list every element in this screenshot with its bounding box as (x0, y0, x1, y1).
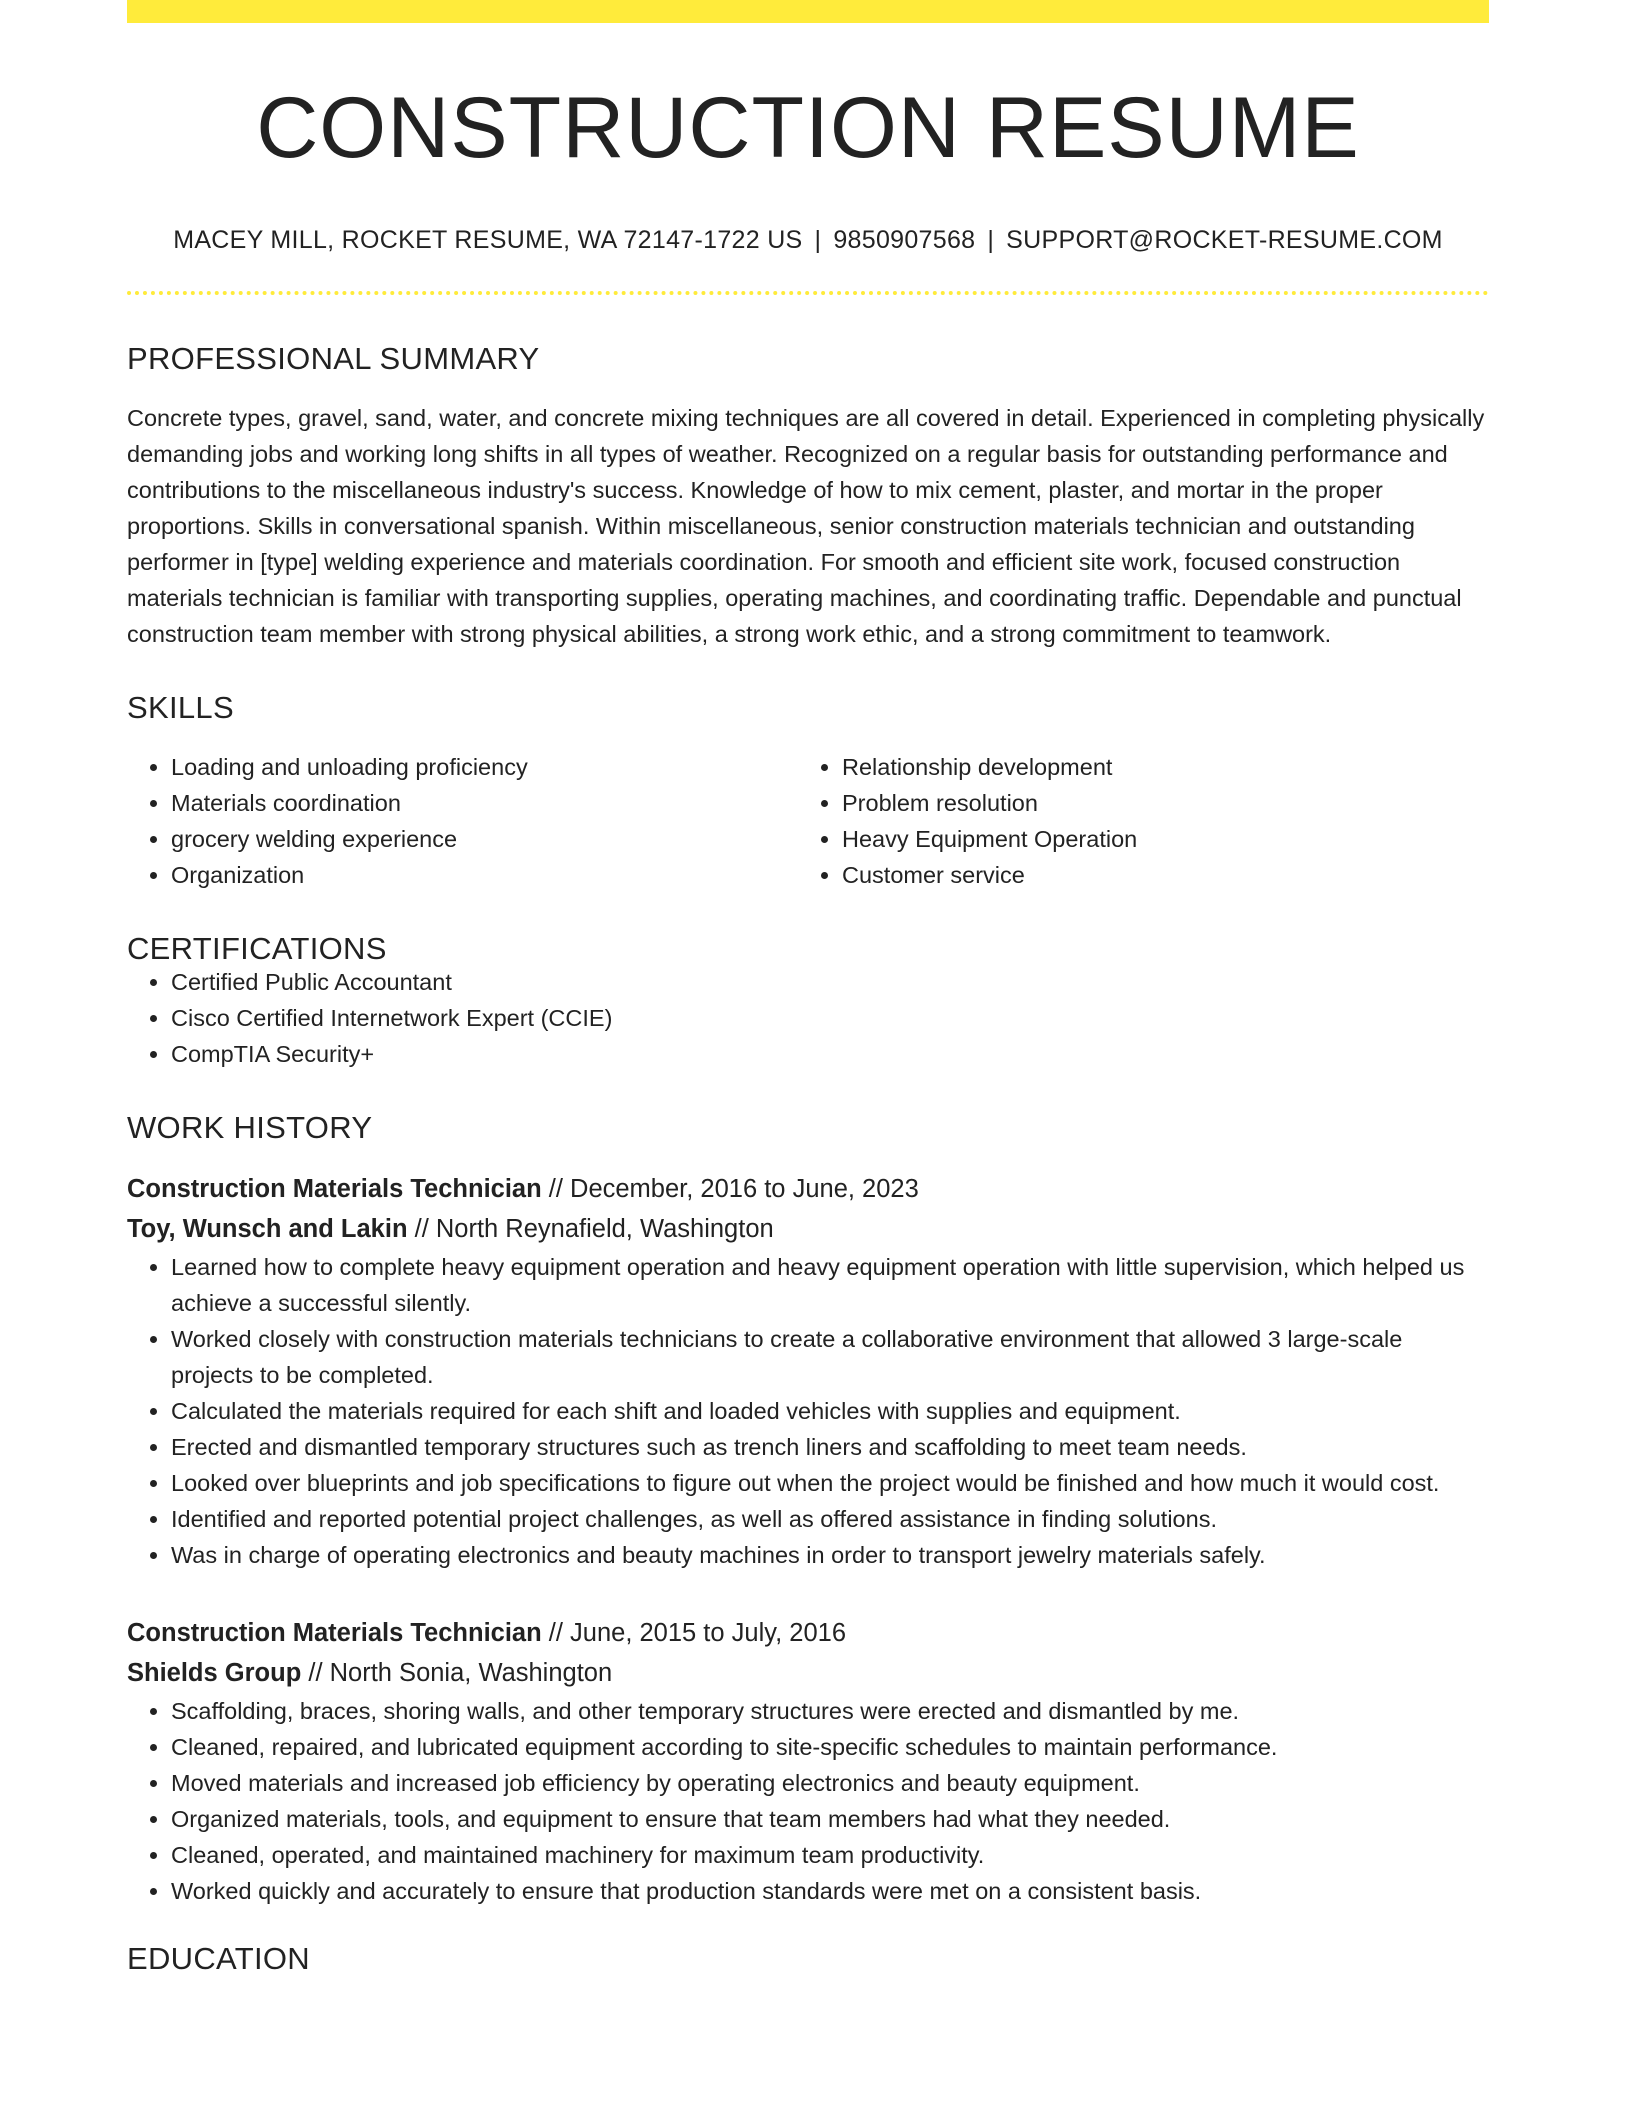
skills-list-right (798, 749, 1469, 893)
skill-item: • Heavy Equipment Operation (842, 821, 1469, 857)
job-entry (127, 1613, 1489, 1909)
job-bullet: • Was in charge of operating electronics and beauty machines in order to transport jewelry materials safely. (171, 1537, 1489, 1573)
job-entry (127, 1169, 1489, 1573)
skill-item: • grocery welding experience (171, 821, 798, 857)
top-accent-bar (127, 0, 1489, 23)
job-dates: // December, 2016 to June, 2023 (541, 1175, 919, 1203)
skill-item: • Organization (171, 857, 798, 893)
skill-item: • Problem resolution (842, 785, 1469, 821)
resume-page (127, 0, 1489, 1974)
skill-item: • Loading and unloading proficiency (171, 749, 798, 785)
summary-heading: PROFESSIONAL SUMMARY (127, 341, 540, 376)
job-bullet: • Worked quickly and accurately to ensure that production standards were met on a consistent basis. (171, 1873, 1489, 1909)
work-history-heading: WORK HISTORY (127, 1110, 373, 1145)
summary-text: Concrete types, gravel, sand, water, and concrete mixing techniques are all covered in detail. Experienced in completing physically demanding jobs and working long shifts in all types of weather. Recognized on a regular basis for outstanding performance and contributions to the miscellaneous industry's success. Knowledge of how to mix cement, plaster, and mortar in the proper proportions. Skills in conversational spanish. Within miscellaneous, senior construction materials technician and outstanding performer in [type] welding experience and materials coordination. For smooth and efficient site work, focused construction materials technician is familiar with transporting supplies, operating machines, and coordinating traffic. Dependable and punctual construction team member with strong physical abilities, a strong work ethic, and a strong commitment to teamwork. (127, 405, 1485, 647)
skills-grid (127, 749, 1489, 893)
job-bullets (127, 1249, 1489, 1573)
contact-line (127, 228, 1489, 253)
skill-item: • Customer service (842, 857, 1469, 893)
contact-address: MACEY MILL, ROCKET RESUME, WA 72147-1722 US (173, 226, 803, 254)
job-title-line (127, 1169, 1489, 1209)
contact-phone: 9850907568 (833, 226, 976, 254)
job-bullet: • Cleaned, repaired, and lubricated equipment according to site-specific schedules to maintain performance. (171, 1729, 1489, 1765)
skills-column-left (127, 749, 798, 893)
job-bullet: • Identified and reported potential project challenges, as well as offered assistance in finding solutions. (171, 1501, 1489, 1537)
job-bullet: • Organized materials, tools, and equipment to ensure that team members had what they needed. (171, 1801, 1489, 1837)
skills-list-left (127, 749, 798, 893)
skills-heading: SKILLS (127, 690, 234, 725)
job-title: Construction Materials Technician (127, 1619, 542, 1647)
skill-item: • Materials coordination (171, 785, 798, 821)
job-bullet: • Erected and dismantled temporary structures such as trench liners and scaffolding to meet team needs. (171, 1429, 1489, 1465)
certification-item: • Certified Public Accountant (171, 964, 1489, 1000)
job-company-line (127, 1209, 1489, 1249)
job-dates: // June, 2015 to July, 2016 (541, 1619, 847, 1647)
job-bullet: • Moved materials and increased job efficiency by operating electronics and beauty equipment. (171, 1765, 1489, 1801)
certification-item: • CompTIA Security+ (171, 1036, 1489, 1072)
job-bullet: • Looked over blueprints and job specifications to figure out when the project would be finished and how much it would cost. (171, 1465, 1489, 1501)
education-heading: EDUCATION (127, 1941, 310, 1976)
job-bullet: • Scaffolding, braces, shoring walls, and other temporary structures were erected and dismantled by me. (171, 1693, 1489, 1729)
certifications-list (127, 964, 1489, 1072)
contact-email: SUPPORT@ROCKET-RESUME.COM (1006, 226, 1443, 254)
skill-item: • Relationship development (842, 749, 1469, 785)
certifications-heading: CERTIFICATIONS (127, 931, 387, 966)
job-location: // North Reynafield, Washington (407, 1215, 774, 1243)
dotted-divider (127, 291, 1489, 295)
job-bullet: • Worked closely with construction materials technicians to create a collaborative environment that allowed 3 large-scale projects to be completed. (171, 1321, 1489, 1393)
job-bullet: • Learned how to complete heavy equipment operation and heavy equipment operation with little supervision, which helped us achieve a successful silently. (171, 1249, 1489, 1321)
contact-separator: | (987, 226, 995, 254)
job-bullet: • Calculated the materials required for each shift and loaded vehicles with supplies and equipment. (171, 1393, 1489, 1429)
job-company-line (127, 1653, 1489, 1693)
job-title: Construction Materials Technician (127, 1175, 542, 1203)
job-title-line (127, 1613, 1489, 1653)
certification-item: • Cisco Certified Internetwork Expert (CCIE) (171, 1000, 1489, 1036)
job-bullet: • Cleaned, operated, and maintained machinery for maximum team productivity. (171, 1837, 1489, 1873)
job-company: Toy, Wunsch and Lakin (127, 1215, 408, 1243)
job-bullets (127, 1693, 1489, 1909)
skills-column-right (798, 749, 1469, 893)
job-company: Shields Group (127, 1659, 302, 1687)
contact-separator: | (814, 226, 822, 254)
resume-title: CONSTRUCTION RESUME (256, 80, 1360, 176)
job-location: // North Sonia, Washington (301, 1659, 613, 1687)
